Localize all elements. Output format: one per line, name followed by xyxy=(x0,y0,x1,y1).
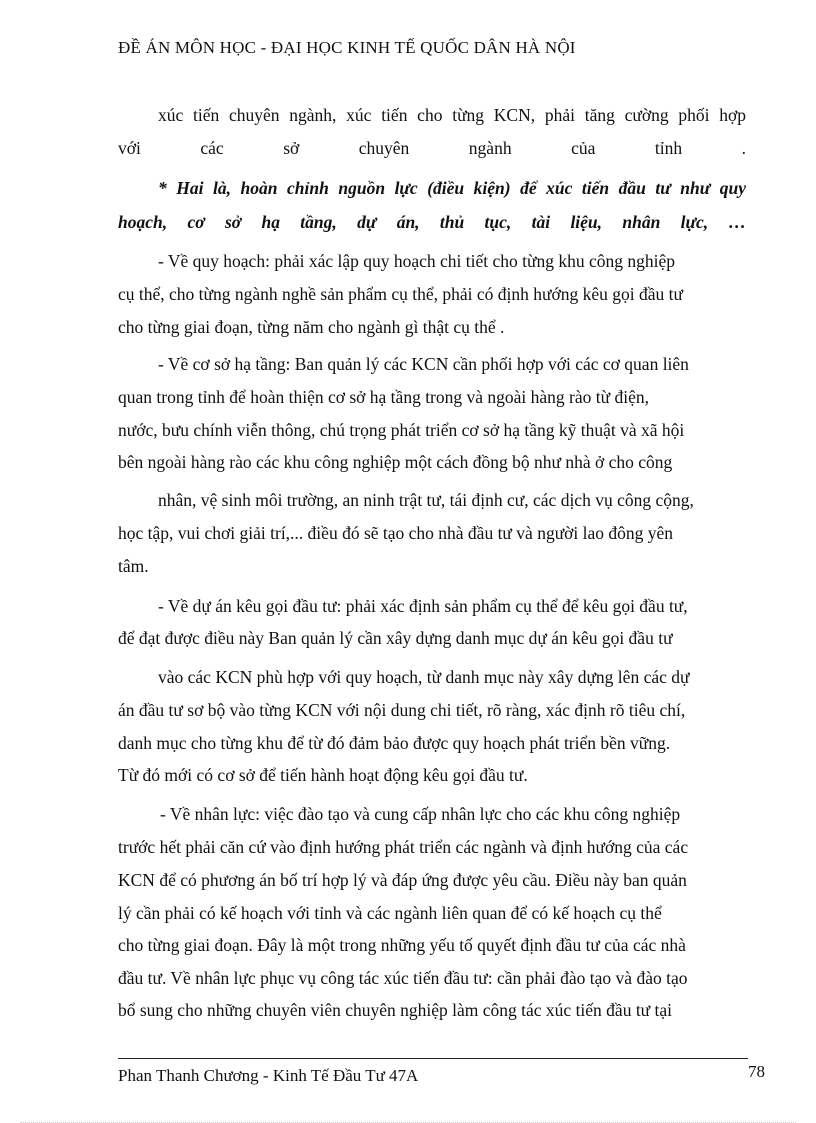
text-line: - Về dự án kêu gọi đầu tư: phải xác định sản phẩm cụ thể để kêu gọi đầu tư, xyxy=(158,596,688,616)
text-line: lý cần phải có kế hoạch với tỉnh và các ngành liên quan để có kế hoạch cụ thể xyxy=(118,903,662,923)
text-line: nhân, vệ sinh môi trường, an ninh trật tư, tái định cư, các dịch vụ công cộng, xyxy=(158,490,694,510)
page-header: ĐỀ ÁN MÔN HỌC - ĐẠI HỌC KINH TẾ QUỐC DÂN HÀ NỘI xyxy=(118,38,576,57)
heading-line: * Hai là, hoàn chỉnh nguồn lực (điều kiện) để xúc tiến đầu tư như quy xyxy=(158,178,746,198)
text-line: quan trong tỉnh để hoàn thiện cơ sở hạ tầng trong và ngoài hàng rào từ điện, xyxy=(118,387,649,407)
text-line: học tập, vui chơi giải trí,... điều đó sẽ tạo cho nhà đầu tư và người lao đông yên xyxy=(118,523,674,543)
text-line: để đạt được điều này Ban quản lý cần xây dựng danh mục dự án kêu gọi đầu tư xyxy=(118,628,673,648)
text-line: trước hết phải căn cứ vào định hướng phát triển các ngành và định hướng của các xyxy=(118,837,689,857)
text-line: - Về quy hoạch: phải xác lập quy hoạch chi tiết cho từng khu công nghiệp xyxy=(158,251,676,271)
text-line: xúc tiến chuyên ngành, xúc tiến cho từng KCN, phải tăng cường phối hợp xyxy=(158,105,746,125)
text-line: cho từng giai đoạn, từng năm cho ngành gì thật cụ thể . xyxy=(118,317,505,337)
text-line: - Về nhân lực: việc đào tạo và cung cấp nhân lực cho các khu công nghiệp xyxy=(160,804,681,824)
text-line: Từ đó mới có cơ sở để tiến hành hoạt động kêu gọi đầu tư. xyxy=(118,765,528,785)
text-line: nước, bưu chính viễn thông, chú trọng phát triển cơ sở hạ tầng kỹ thuật và xã hội xyxy=(118,420,685,440)
text-line: cụ thể, cho từng ngành nghề sản phẩm cụ thể, phải có định hướng kêu gọi đầu tư xyxy=(118,284,684,304)
text-line: với các sở chuyên ngành của tỉnh . xyxy=(118,138,746,158)
text-line: bổ sung cho những chuyên viên chuyên nghiệp làm công tác xúc tiến đầu tư tại xyxy=(118,1000,673,1020)
text-line: đầu tư. Về nhân lực phục vụ công tác xúc tiến đầu tư: cần phải đào tạo và đào tạo xyxy=(118,968,688,988)
text-line: tâm. xyxy=(118,556,149,576)
heading-line: hoạch, cơ sở hạ tầng, dự án, thủ tục, tài liệu, nhân lực, … xyxy=(118,212,746,232)
footer-divider xyxy=(118,1058,748,1059)
text-line: án đầu tư sơ bộ vào từng KCN với nội dung chi tiết, rõ ràng, xác định rõ tiêu chí, xyxy=(118,700,686,720)
page-number: 78 xyxy=(748,1062,765,1081)
text-line: KCN để có phương án bố trí hợp lý và đáp ứng được yêu cầu. Điều này ban quản xyxy=(118,870,687,890)
footer-author: Phan Thanh Chương - Kinh Tế Đầu Tư 47A xyxy=(118,1066,419,1085)
text-line: danh mục cho từng khu để từ đó đảm bảo được quy hoạch phát triển bền vững. xyxy=(118,733,671,753)
text-line: - Về cơ sở hạ tầng: Ban quản lý các KCN cần phối hợp với các cơ quan liên xyxy=(158,354,689,374)
text-line: cho từng giai đoạn. Đây là một trong những yếu tố quyết định đầu tư của các nhà xyxy=(118,935,686,955)
text-line: bên ngoài hàng rào các khu công nghiệp một cách đồng bộ như nhà ở cho công xyxy=(118,452,673,472)
text-line: vào các KCN phù hợp với quy hoạch, từ danh mục này xây dựng lên các dự xyxy=(158,667,690,687)
